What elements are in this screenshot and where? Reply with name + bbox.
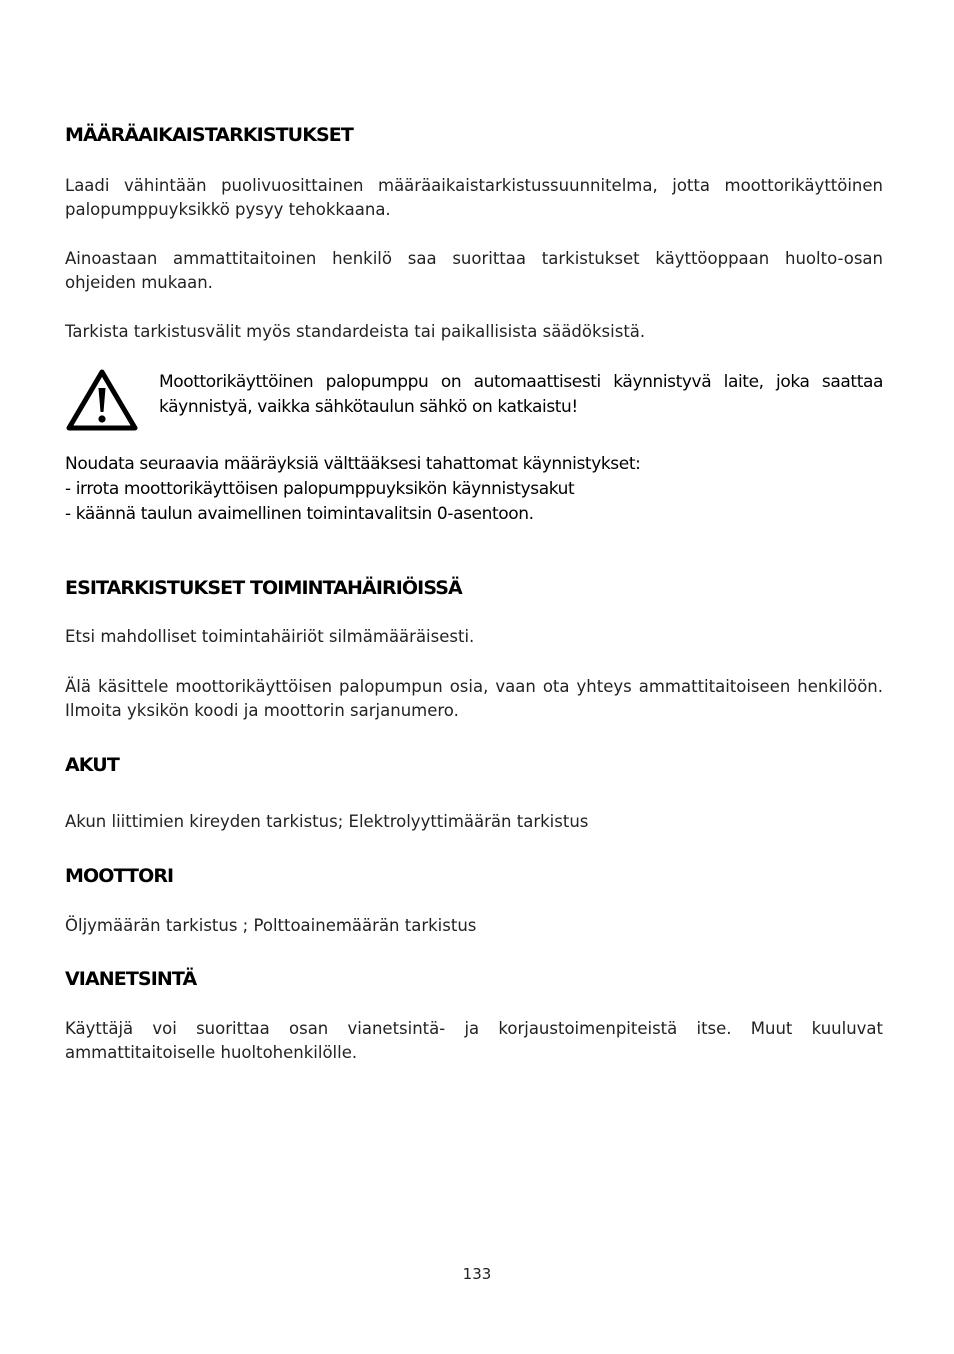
section-heading-vianetsinta: VIANETSINTÄ [65,968,197,990]
paragraph-check-standards: Tarkista tarkistusvälit myös standardeista tai paikallisista säädöksistä. [65,322,646,341]
paragraph-qualified-person: Ainoastaan ammattitaitoinen henkilö saa suorittaa tarkistukset käyttöoppaan huolto-osan ohjeiden mukaan. [65,249,883,292]
section-heading-maaraaikaistarkistukset: MÄÄRÄAIKAISTARKISTUKSET [65,124,353,146]
rules-intro: Noudata seuraavia määräyksiä välttääksesi tahattomat käynnistykset: [65,454,641,474]
paragraph-engine-checks: Öljymäärän tarkistus ; Polttoainemäärän tarkistus [65,916,477,935]
paragraph-inspection-plan: Laadi vähintään puolivuosittainen määräaikaistarkistussuunnitelma, jotta moottorikäyttöinen palopumppuyksikkö pysyy tehokkaana. [65,176,883,219]
paragraph-troubleshooting: Käyttäjä voi suorittaa osan vianetsintä- ja korjaustoimenpiteistä itse. Muut kuuluvat ammattitaitoiselle huoltohenkilölle. [65,1019,883,1062]
rule-item-1: - irrota moottorikäyttöisen palopumppuyksikön käynnistysakut [65,479,575,499]
section-heading-moottori: MOOTTORI [65,865,174,887]
paragraph-battery-checks: Akun liittimien kireyden tarkistus; Elektrolyyttimäärän tarkistus [65,812,589,831]
paragraph-visual-check: Etsi mahdolliset toimintahäiriöt silmämääräisesti. [65,627,475,646]
rule-item-2: - käännä taulun avaimellinen toimintavalitsin 0-asentoon. [65,504,534,524]
page-number: 133 [462,1265,492,1283]
warning-text: Moottorikäyttöinen palopumppu on automaattisesti käynnistyvä laite, joka saattaa käynnistyä, vaikka sähkötaulun sähkö on katkaistu! [159,372,883,417]
section-heading-esitarkistukset: ESITARKISTUKSET TOIMINTAHÄIRIÖISSÄ [65,577,462,599]
paragraph-contact-professional: Älä käsittele moottorikäyttöisen palopumpun osia, vaan ota yhteys ammattitaitoiseen henkilöön. Ilmoita yksikön koodi ja moottorin sarjanumero. [65,677,883,720]
section-heading-akut: AKUT [65,754,119,776]
warning-triangle-icon [66,368,138,432]
